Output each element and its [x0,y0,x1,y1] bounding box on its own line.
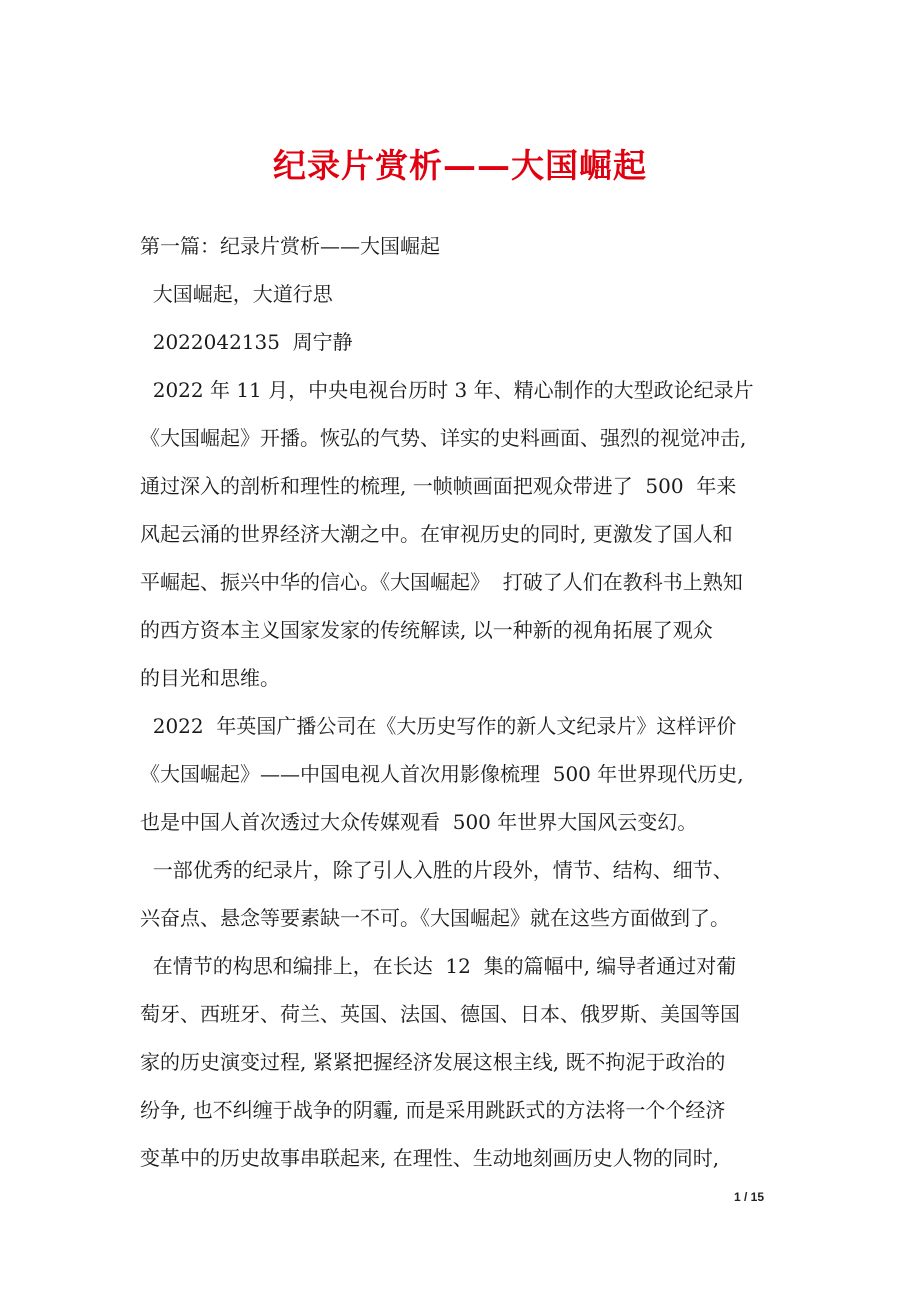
paragraph-line: 的目光和思维。 [140,666,280,690]
document-title: 纪录片赏析——大国崛起 [273,146,647,185]
paragraph-line: 通过深入的剖析和理性的梳理, 一帧帧画面把观众带进了 500 年来 [140,474,737,498]
page-indicator: 1 / 15 [734,1190,765,1204]
paragraph-line: 也是中国人首次透过大众传媒观看 500 年世界大国风云变幻。 [140,810,698,834]
paragraph-line: 家的历史演变过程, 紧紧把握经济发展这根主线, 既不拘泥于政治的 [140,1050,726,1074]
paragraph-line: 《大国崛起》开播。恢弘的气势、详实的史料画面、强烈的视觉冲击, [140,426,747,450]
paragraph-line: 2022 年英国广播公司在《大历史写作的新人文纪录片》这样评价 [140,714,737,738]
paragraph-line: 平崛起、振兴中华的信心。《大国崛起》 打破了人们在教科书上熟知 [140,570,743,594]
document-body [140,228,800,1188]
paragraph-line: 在情节的构思和编排上，在长达 12 集的篇幅中, 编导者通过对葡 [140,954,737,978]
paragraph-line: 变革中的历史故事串联起来, 在理性、生动地刻画历史人物的同时, [140,1146,720,1170]
paragraph-line: 《大国崛起》——中国电视人首次用影像梳理 500 年世界现代历史, [140,762,744,786]
chapter-heading: 第一篇：纪录片赏析——大国崛起 [140,234,440,258]
subtitle-line: 大国崛起，大道行思 [140,282,333,306]
paragraph-line: 纷争, 也不纠缠于战争的阴霾, 而是采用跳跃式的方法将一个个经济 [140,1098,726,1122]
paragraph-line: 的西方资本主义国家发家的传统解读, 以一种新的视角拓展了观众 [140,618,713,642]
paragraph-line: 2022 年 11 月，中央电视台历时 3 年、精心制作的大型政论纪录片 [140,378,754,402]
paragraph-line: 萄牙、西班牙、荷兰、英国、法国、德国、日本、俄罗斯、美国等国 [140,1002,740,1026]
author-line: 2022042135 周宁静 [140,330,353,354]
paragraph-line: 一部优秀的纪录片，除了引人入胜的片段外，情节、结构、细节、 [140,858,733,882]
paragraph-line: 风起云涌的世界经济大潮之中。在审视历史的同时, 更激发了国人和 [140,522,733,546]
paragraph-line: 兴奋点、悬念等要素缺一不可。《大国崛起》就在这些方面做到了。 [140,906,730,930]
